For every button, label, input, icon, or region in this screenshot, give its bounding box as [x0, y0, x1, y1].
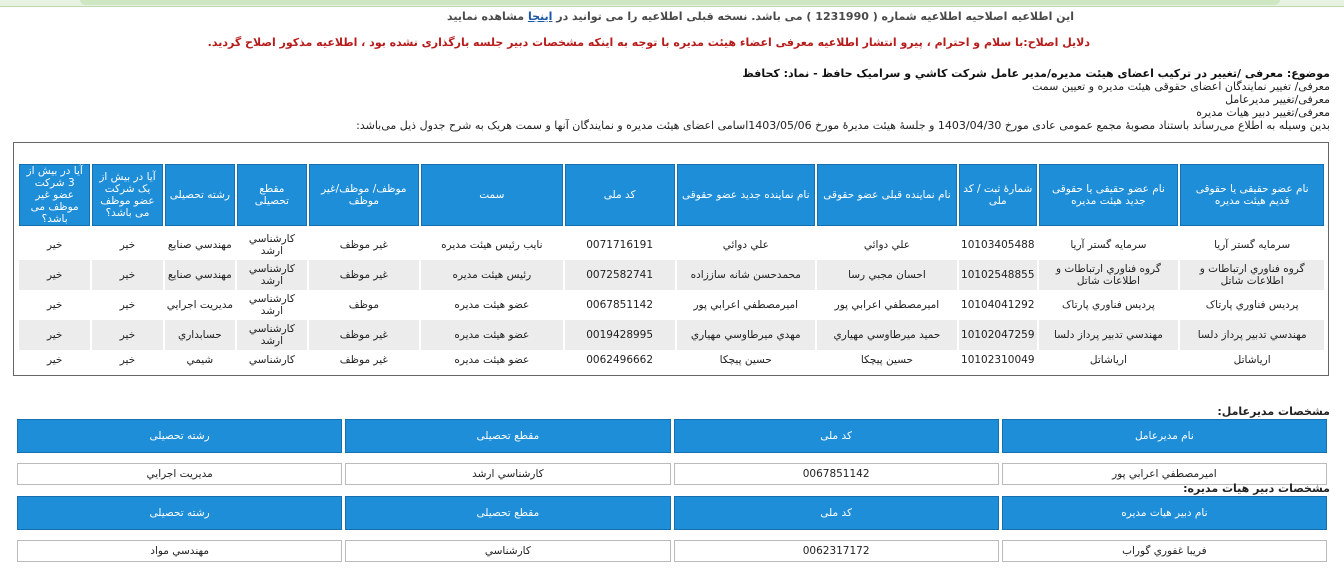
cell: مهندسي تدبير پرداز دلسا [1039, 320, 1179, 350]
cell: کارشناسي ارشد [248, 293, 295, 317]
col-header: مقطع تحصیلی [345, 419, 670, 453]
col-header: آیا در بیش از 3 شرکت عضو غیر موظف می باشد؟ [19, 164, 90, 226]
cell: کارشناسي ارشد [237, 320, 307, 350]
col-header: رشته تحصیلی [165, 164, 235, 226]
cell: 0071716191 [586, 239, 654, 251]
top-tab [80, 0, 1280, 5]
intro-line: معرفی/تغییر مدیرعامل [1225, 93, 1330, 106]
col-header: مقطع تحصیلی [345, 496, 670, 530]
previous-version-link[interactable]: اینجا [527, 10, 553, 23]
cell: نايب رئيس هيئت مديره [441, 239, 543, 251]
cell: علي دوائي [722, 239, 769, 251]
table-header-row [17, 419, 1327, 453]
col-header: نام عضو حقیقی یا حقوقی جدید هیئت مدیره [1039, 164, 1179, 226]
ceo-section-label: مشخصات مدیرعامل: [1217, 405, 1330, 418]
cell: خير [19, 320, 90, 350]
table-row [19, 320, 1324, 350]
cell: موظف [348, 299, 379, 311]
cell: سرمايه گستر آريا [1214, 239, 1291, 251]
cell: کارشناسي [248, 354, 295, 366]
cell: پرديس فناوري پارتاک [1205, 299, 1299, 311]
notice-tail: مشاهده نمایید [447, 10, 525, 23]
table-row [17, 463, 1327, 485]
col-header: نام دبیر هیات مدیره [1002, 496, 1327, 530]
col-header: رشته تحصیلی [17, 496, 342, 530]
cell: مهدي ميرطاوسي مهياري [677, 320, 815, 350]
cell: مهندسي تدبير پرداز دلسا [1180, 320, 1324, 350]
intro-line: معرفی/تغییر دبیر هیات مدیره [1196, 106, 1330, 119]
cell: محمدحسن شانه ساززاده [677, 260, 815, 290]
cell: غير موظف [309, 320, 419, 350]
cell: 0019428995 [565, 320, 675, 350]
cell: مديريت اجرايي [17, 463, 342, 485]
cell: خير [19, 260, 90, 290]
table-header-row [17, 496, 1327, 530]
cell: کارشناسي ارشد [237, 260, 307, 290]
table-row [19, 260, 1324, 290]
table-header-row [19, 164, 1324, 226]
cell: 0072582741 [565, 260, 675, 290]
cell: گروه فناوري ارتباطات و اطلاعات شاتل [1180, 260, 1324, 290]
cell: مهندسي صنايع [167, 239, 232, 251]
col-header: نام نماینده قبلی عضو حقوقی [817, 164, 957, 226]
cell: 10103405488 [961, 239, 1035, 251]
cell: ارياشاتل [1233, 354, 1271, 366]
board-members-panel [13, 142, 1329, 376]
cell: 0067851142 [674, 463, 999, 485]
col-header: مقطع تحصیلی [237, 164, 307, 226]
cell: پرديس فناوري پارتاک [1061, 299, 1155, 311]
cell: حميد ميرطاوسي مهياري [817, 320, 957, 350]
cell: اميرمصطفي اعرابي پور [693, 299, 799, 311]
cell: 0067851142 [586, 299, 654, 311]
cell: مديريت اجرايي [166, 299, 233, 311]
cell: اميرمصطفي اعرابي پور [1002, 463, 1327, 485]
col-header: رشته تحصیلی [17, 419, 342, 453]
cell: عضو هيئت مديره [454, 354, 530, 366]
board-members-table [17, 164, 1326, 370]
cell: 10102310049 [961, 354, 1035, 366]
cell: فريبا غفوري گوراب [1002, 540, 1327, 562]
cell: اميرمصطفي اعرابي پور [834, 299, 940, 311]
cell: علي دوائي [863, 239, 911, 251]
cell: خير [46, 354, 63, 366]
table-row [19, 350, 1324, 370]
col-header: آیا در بیش از یک شرکت عضو موظف می باشد؟ [92, 164, 162, 226]
col-header: کد ملی [674, 496, 999, 530]
col-header: نام عضو حقیقی یا حقوقی قدیم هیئت مدیره [1180, 164, 1324, 226]
cell: خير [46, 299, 63, 311]
cell: ارياشاتل [1089, 354, 1127, 366]
cell: 10102548855 [959, 260, 1037, 290]
cell: غير موظف [339, 239, 388, 251]
cell: رئيس هيئت مديره [421, 260, 563, 290]
col-header: کد ملی [674, 419, 999, 453]
col-header: نام مدیرعامل [1002, 419, 1327, 453]
cell: خير [119, 354, 136, 366]
cell: حسابداري [165, 320, 235, 350]
secretary-section-label: مشخصات دبیر هیات مدیره: [1183, 482, 1330, 495]
cell: مهندسي مواد [17, 540, 342, 562]
col-header: نام نماینده جدید عضو حقوقی [677, 164, 815, 226]
cell: مهندسي صنايع [165, 260, 235, 290]
cell: خير [92, 260, 162, 290]
cell: خير [46, 239, 63, 251]
cell: 10102047259 [959, 320, 1037, 350]
cell: 0062317172 [674, 540, 999, 562]
correction-reason: دلایل اصلاح:با سلام و احترام ، پیرو انتشار اطلاعیه معرفی اعضاء هیئت مدیره با توجه به اینکه مشخصات دبیر جلسه بارگذاری نشده بود ، اطلاعیه مذکور اصلاح گردید. [207, 36, 1090, 49]
intro-line: معرفی/ تغییر نمایندگان اعضای حقوقی هیئت مدیره و تعیین سمت [1031, 80, 1330, 93]
cell: خير [119, 239, 136, 251]
table-row [19, 230, 1324, 260]
cell: غير موظف [309, 260, 419, 290]
table-row [17, 540, 1327, 562]
cell: کارشناسي [345, 540, 670, 562]
cell: خير [92, 320, 162, 350]
cell: گروه فناوري ارتباطات و اطلاعات شاتل [1039, 260, 1179, 290]
cell: کارشناسي ارشد [248, 233, 295, 257]
cell: غير موظف [339, 354, 388, 366]
cell: 0062496662 [586, 354, 654, 366]
col-header: شمارهٔ ثبت / کد ملی [959, 164, 1037, 226]
secretary-table [14, 496, 1330, 562]
cell: عضو هيئت مديره [421, 320, 563, 350]
cell: خير [119, 299, 136, 311]
intro-line: بدین وسیله به اطلاع می‌رساند باستناد مصوبهٔ مجمع عمومی عادی مورخ 1403/04/30 و جلسهٔ هیئت مدیرهٔ مورخ 1403/05/06اسامی اعضای هیئت مدیره و نمایندگان آنها و سمت هریک به شرح جدول ذیل می‌باشد: [356, 119, 1330, 132]
correction-notice [447, 10, 1074, 23]
cell: سرمايه گستر آريا [1070, 239, 1147, 251]
subject-line: موضوع: معرفی /تغییر در ترکیب اعضای هیئت مدیره/مدیر عامل شرکت کاشي و سراميک حافظ - نماد: کحافظ [742, 67, 1330, 80]
table-row [19, 290, 1324, 320]
cell: حسين پيچکا [860, 354, 914, 366]
top-bar [0, 0, 1344, 7]
notice-text: این اطلاعیه اصلاحیه اطلاعیه شماره ( 1231990 ) می باشد. نسخه قبلی اطلاعیه را می توانید در [556, 10, 1074, 23]
ceo-table [14, 419, 1330, 485]
col-header: سمت [421, 164, 563, 226]
col-header: موظف/ موظف/غیر موظف [309, 164, 419, 226]
cell: عضو هيئت مديره [454, 299, 530, 311]
cell: حسين پيچکا [719, 354, 772, 366]
cell: احسان مجبي رسا [817, 260, 957, 290]
cell: کارشناسي ارشد [345, 463, 670, 485]
col-header: کد ملی [565, 164, 675, 226]
cell: شيمي [186, 354, 214, 366]
cell: 10104041292 [961, 299, 1035, 311]
